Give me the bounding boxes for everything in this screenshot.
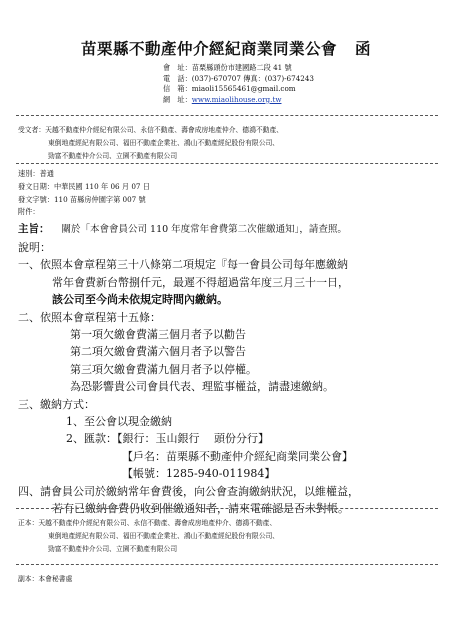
document-number: 發文字號：110 苗縣房仲園字第 007 號 [18,194,146,204]
paragraph-line: 1、至公會以現金繳納 [66,415,172,429]
recipients-line: 勁富不動產仲介公司、立園不動產有限公司 [48,152,178,160]
divider-top [16,115,438,116]
cc-block [18,517,438,556]
speed-field: 速別：普通 [18,169,54,178]
paragraph-line: 四、請會員公司於繳納常年會費後，向公會查詢繳納狀況，以維權益， [18,484,359,498]
paragraph-line: 第一項欠繳會費滿三個月者予以勸告 [70,328,246,342]
paragraph-line: 常年會費新台幣捌仟元，最遲不得超過當年度三月三十一日， [52,275,349,289]
paragraph-line: 為恐影響貴公司會員代表、理監事權益，請盡速繳納。 [70,380,334,394]
contact-block [163,63,314,105]
contact-phone: 電 話：(037)-670707 傳真：(037)-674243 [163,73,314,83]
subject-line [18,221,347,236]
divider-copy [16,564,438,565]
divider-cc [16,508,438,509]
paragraph-line: 二、依照本會章程第十五條： [18,310,161,324]
recipients-block [18,124,438,163]
issue-date: 發文日期：中華民國 110 年 06 月 07 日 [18,181,150,191]
subject-label: 主旨： [18,223,50,235]
contact-address: 會 址：苗栗縣頭份市建國路二段 41 號 [163,63,292,72]
cc-line: 勁富不動產仲介公司、立園不動產有限公司 [48,545,178,553]
cc-line: 正本：天越不動產仲介經紀有限公司、永信不動產、壽會成房地產仲介、德鴻不動產、 [18,519,277,527]
letter-title [0,37,452,59]
paragraph-line: 一、依照本會章程第三十八條第二項規定『每一會員公司每年應繳納 [18,258,348,272]
website-label: 網 址： [163,94,192,104]
paragraph-line-bold: 該公司至今尚未依規定時間內繳納。 [52,293,228,307]
paragraph-line: 第二項欠繳會費滿六個月者予以警告 [70,345,246,359]
paragraph-line: 【戶名：苗栗縣不動產仲介經紀商業同業公會】 [122,449,353,463]
association-name: 苗栗縣不動產仲介經紀商業同業公會 [80,39,337,58]
paragraph-line: 2、匯款：【銀行：玉山銀行 頭份分行】 [66,432,269,446]
letter-body [18,239,442,518]
website-link[interactable]: www.miaolihouse.org.tw [191,94,282,104]
recipients-line: 受文者：天越不動產仲介經紀有限公司、永信不動產、壽會成房地產仲介、德鴻不動產、 [18,126,284,134]
paragraph-line: 【帳號：1285-940-011984】 [122,467,276,481]
paragraph-line: 若有已繳納會費仍收到催繳通知者，請來電確認是否未對帳。 [52,502,349,516]
cc-line: 東倒地產經紀有限公司、福田不動產企業社、鴻山不動產經紀股份有限公司、 [48,532,280,540]
contact-website [163,95,314,106]
paragraph-line: 第三項欠繳會費滿九個月者予以停權。 [70,362,257,376]
copy-recipient: 副本：本會秘書處 [18,575,73,583]
paragraph-line: 三、繳納方式： [18,397,95,411]
document-type: 函 [355,39,372,58]
divider-recipients [16,163,438,164]
recipients-line: 東倒地產經紀有限公司、福田不動產企業社、鴻山不動產經紀股份有限公司、 [48,139,280,147]
subject-text: 關於「本會會員公司 110 年度常年會費第二次催繳通知」，請查照。 [61,224,347,235]
explanation-heading: 說明： [18,241,51,254]
attachment-field: 附件： [18,207,40,217]
contact-email: 信 箱：miaoli15565461@gmail.com [163,84,296,94]
meta-block [18,168,150,219]
